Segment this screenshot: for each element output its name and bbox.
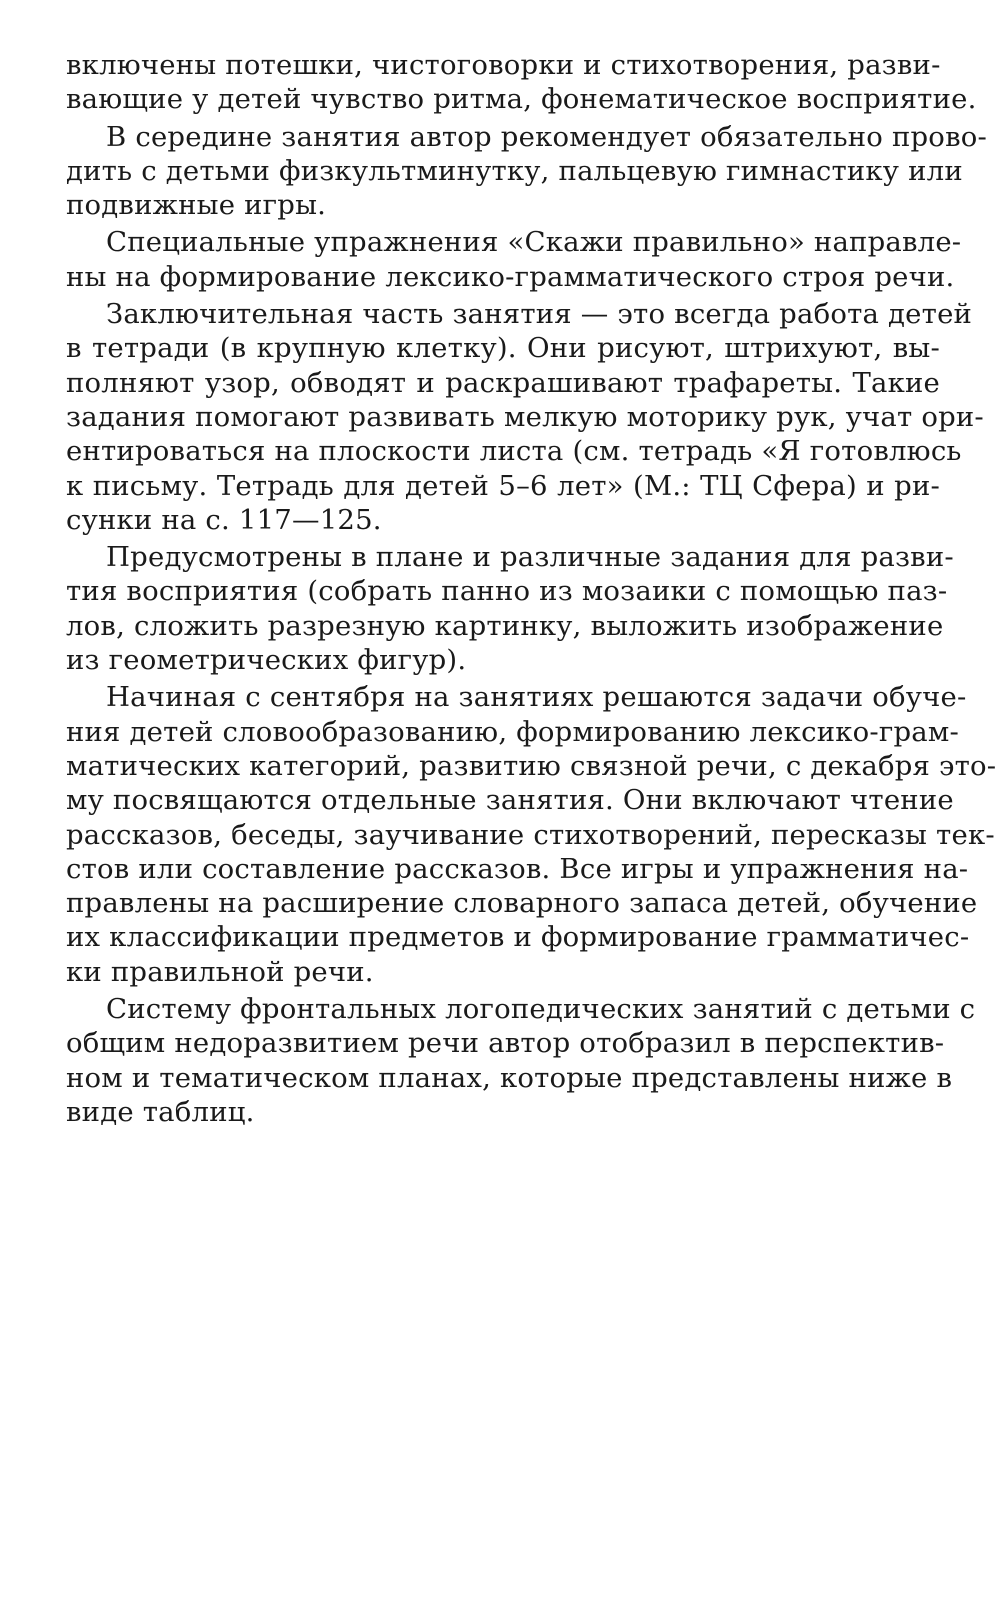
text-line: включены потешки, чистоговорки и стихотворения, разви- <box>66 49 941 81</box>
text-line: Систему фронтальных логопедических занятий с детьми с <box>106 993 976 1026</box>
text-line: ентироваться на плоскости листа (см. тетрадь «Я готовлюсь <box>66 435 962 468</box>
text-line: из геометрических фигур). <box>66 644 467 677</box>
text-line: лов, сложить разрезную картинку, выложить изображение <box>66 609 944 642</box>
text-line: правлены на расширение словарного запаса детей, обучение <box>66 887 978 920</box>
paragraph <box>66 225 962 294</box>
text-line: му посвящаются отдельные занятия. Они включают чтение <box>66 784 954 817</box>
text-line: ном и тематическом планах, которые представлены ниже в <box>66 1061 953 1094</box>
paragraph <box>66 680 997 989</box>
text-line: матических категорий, развитию связной речи, с декабря это- <box>66 749 997 782</box>
text-line: полняют узор, обводят и раскрашивают трафареты. Такие <box>66 366 940 399</box>
text-line: рассказов, беседы, заучивание стихотворений, пересказы тек- <box>66 818 995 851</box>
text-line: в тетради (в крупную клетку). Они рисуют, штрихуют, вы- <box>66 332 940 365</box>
text-line: подвижные игры. <box>66 189 327 222</box>
text-line: тия восприятия (собрать панно из мозаики с помощью паз- <box>66 575 948 608</box>
text-line: стов или составление рассказов. Все игры и упражнения на- <box>66 852 969 885</box>
text-line: общим недоразвитием речи автор отобразил в перспектив- <box>66 1027 945 1060</box>
text-line: ния детей словообразованию, формированию лексико-грам- <box>66 715 959 748</box>
text-line: вающие у детей чувство ритма, фонематическое восприятие. <box>66 83 977 116</box>
text-line: к письму. Тетрадь для детей 5–6 лет» (М.: ТЦ Сфера) и ри- <box>66 469 940 502</box>
text-line: Специальные упражнения «Скажи правильно» направле- <box>106 226 962 259</box>
text-line: Начиная с сентября на занятиях решаются задачи обуче- <box>106 681 967 714</box>
text-line: ны на формирование лексико-грамматического строя речи. <box>66 260 955 293</box>
text-line: их классификации предметов и формирование грамматичес- <box>66 921 970 954</box>
text-line: В середине занятия автор рекомендует обязательно прово- <box>106 120 987 153</box>
paragraph <box>66 540 954 677</box>
paragraph <box>66 120 987 223</box>
text-line: дить с детьми физкультминутку, пальцевую гимнастику или <box>66 154 963 187</box>
text-line: задания помогают развивать мелкую моторику рук, учат ори- <box>66 400 984 433</box>
text-line: ки правильной речи. <box>66 955 374 988</box>
text-line: Предусмотрены в плане и различные задания для разви- <box>106 541 954 574</box>
text-line: Заключительная часть занятия — это всегда работа детей <box>106 298 973 331</box>
paragraph <box>66 992 976 1129</box>
paragraph <box>66 297 984 537</box>
body-text <box>66 48 997 1129</box>
paragraph <box>66 48 977 117</box>
text-line: сунки на с. 117—125. <box>66 503 382 536</box>
document-page <box>66 48 997 1132</box>
text-line: виде таблиц. <box>66 1095 255 1128</box>
